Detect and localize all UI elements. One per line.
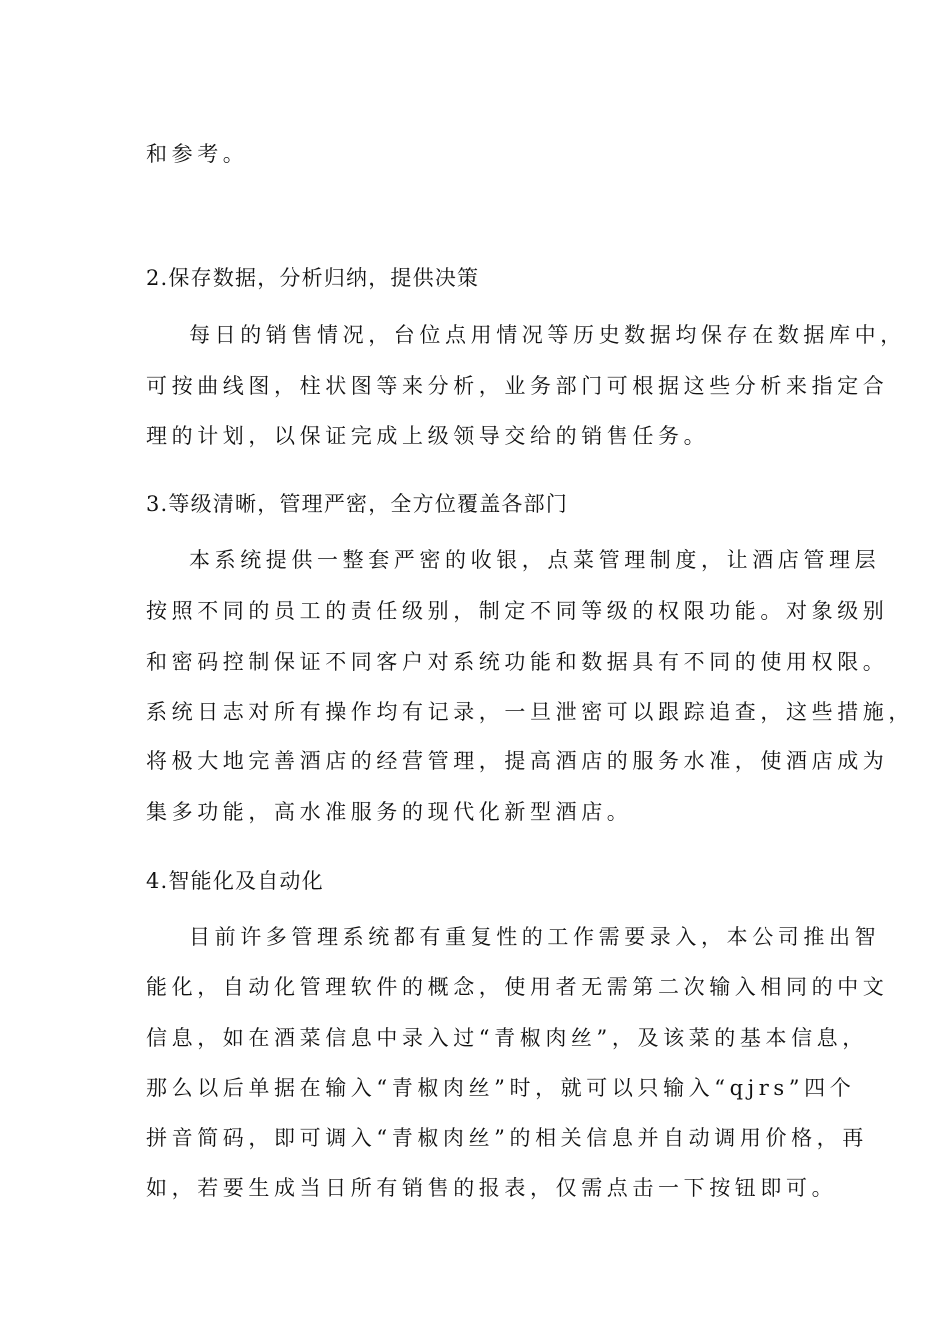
paragraph-line: 理的计划，以保证完成上级领导交给的销售任务。	[146, 424, 710, 448]
section-heading: 2.保存数据，分析归纳，提供决策	[146, 266, 480, 290]
paragraph-line: 每日的销售情况，台位点用情况等历史数据均保存在数据库中，	[189, 323, 906, 347]
paragraph-line: 如，若要生成当日所有销售的报表，仅需点击一下按钮即可。	[146, 1176, 838, 1200]
paragraph-line: 将极大地完善酒店的经营管理，提高酒店的服务水准，使酒店成为	[146, 749, 889, 773]
paragraph-line: 目前许多管理系统都有重复性的工作需要录入，本公司推出智	[189, 925, 881, 949]
section-heading: 4.智能化及自动化	[146, 869, 324, 893]
section-heading: 3.等级清晰，管理严密，全方位覆盖各部门	[146, 492, 569, 516]
paragraph-line: 拼音简码，即可调入“青椒肉丝”的相关信息并自动调用价格，再	[146, 1126, 868, 1150]
paragraph-line: 那么以后单据在输入“青椒肉丝”时，就可以只输入“qjrs”四个	[146, 1076, 856, 1100]
paragraph-line: 本系统提供一整套严密的收银，点菜管理制度，让酒店管理层	[189, 548, 881, 572]
paragraph-line: 可按曲线图，柱状图等来分析，业务部门可根据这些分析来指定合	[146, 374, 889, 398]
paragraph-line: 集多功能，高水准服务的现代化新型酒店。	[146, 800, 633, 824]
paragraph-line: 系统日志对所有操作均有记录，一旦泄密可以跟踪追查，这些措施，	[146, 700, 914, 724]
paragraph-line: 信息，如在酒菜信息中录入过“青椒肉丝”，及该菜的基本信息，	[146, 1026, 868, 1050]
paragraph-line: 按照不同的员工的责任级别，制定不同等级的权限功能。对象级别	[146, 599, 889, 623]
paragraph-line: 和参考。	[146, 142, 249, 166]
paragraph-line: 和密码控制保证不同客户对系统功能和数据具有不同的使用权限。	[146, 650, 889, 674]
paragraph-line: 能化，自动化管理软件的概念，使用者无需第二次输入相同的中文	[146, 975, 889, 999]
